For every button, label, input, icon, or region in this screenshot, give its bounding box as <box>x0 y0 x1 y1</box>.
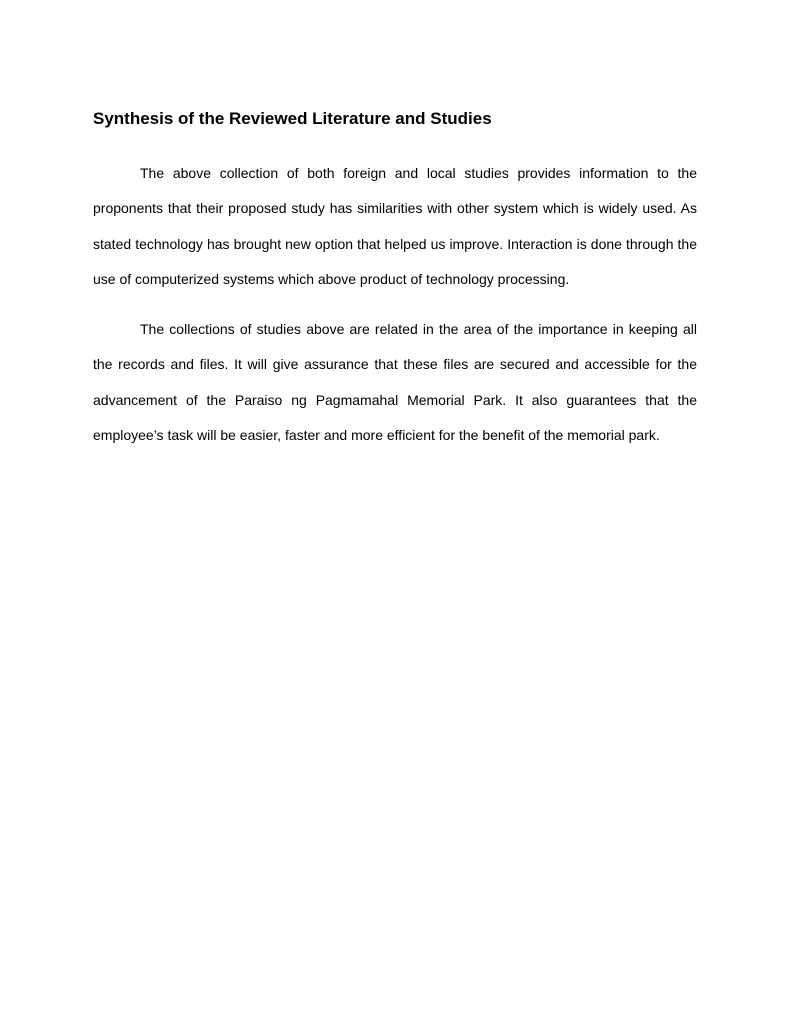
body-paragraph-2: The collections of studies above are related in the area of the importance in keeping all the records and files. It will give assurance that these files are secured and accessible for the advancement of the Paraiso ng Pagmamahal Memorial Park. It also guarantees that the employee’s task will be easier, faster and more efficient for the benefit of the memorial park. <box>93 321 697 444</box>
section-heading: Synthesis of the Reviewed Literature and Studies <box>93 109 492 128</box>
body-paragraph-1: The above collection of both foreign and local studies provides information to the proponents that their proposed study has similarities with other system which is widely used. As stated technology has brought new option that helped us improve. Interaction is done through the use of computerized systems which above product of technology processing. <box>93 165 697 287</box>
document-page <box>93 106 697 453</box>
